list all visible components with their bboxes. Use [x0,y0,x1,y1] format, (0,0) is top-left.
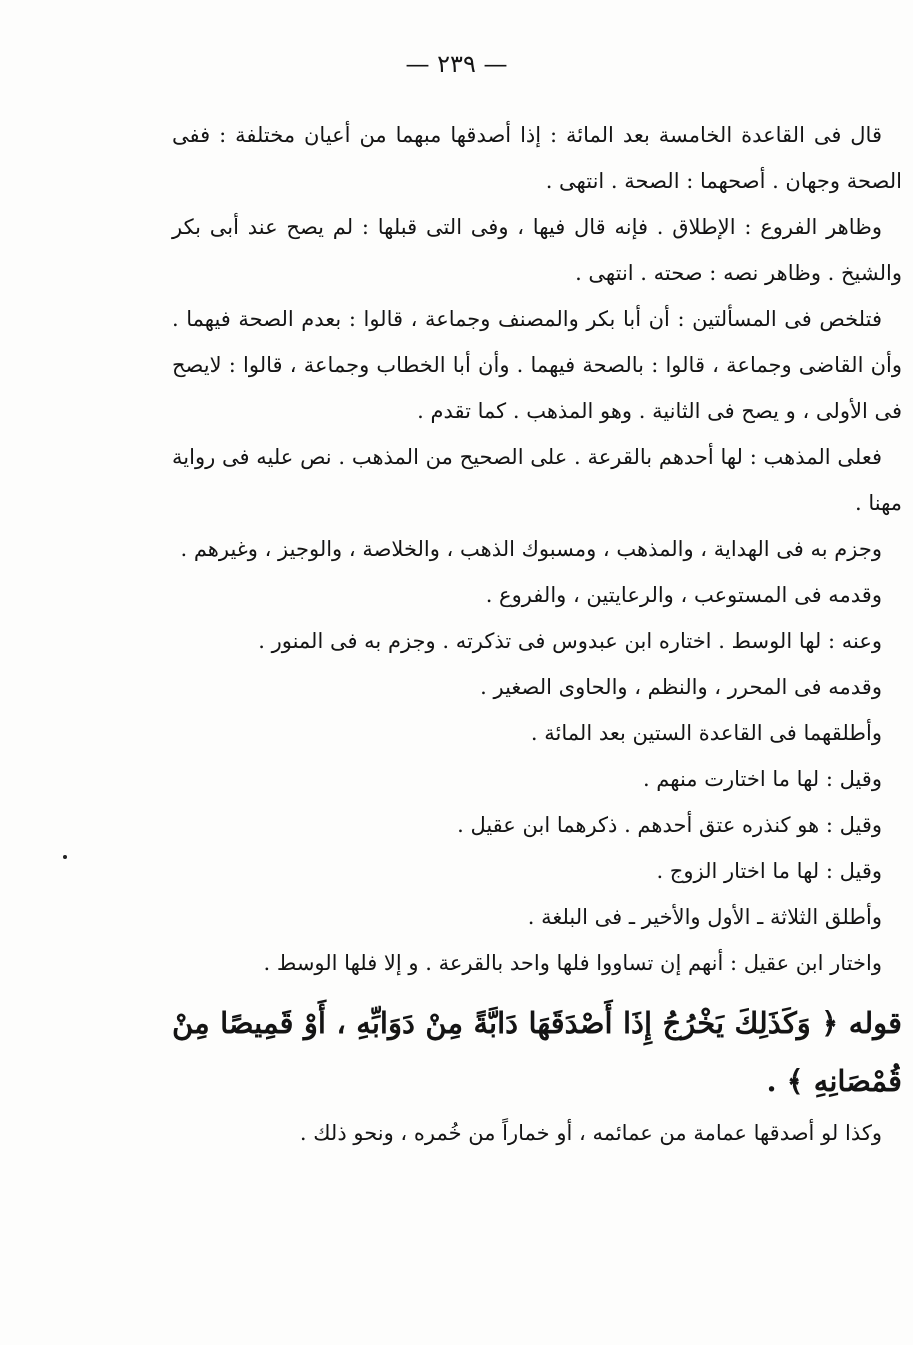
paragraph: واختار ابن عقيل : أنهم إن تساووا فلها واحد بالقرعة . و إلا فلها الوسط . [263,951,882,975]
margin-dot [63,855,67,859]
paragraph: وقيل : هو كنذره عتق أحدهم . ذكرهما ابن عقيل . [457,813,882,837]
paragraph: فتلخص فى المسألتين : أن أبا بكر والمصنف وجماعة ، قالوا : بعدم الصحة فيهما . وأن القاضى وجماعة ، قالوا : بالصحة فيهما . وأن أبا الخطاب وجماعة ، قالوا : لايصح فى الأولى ، و يصح فى الثانية . وهو المذهب . كما تقدم . [172,307,902,423]
paragraph: وظاهر الفروع : الإطلاق . فإنه قال فيها ، وفى التى قبلها : لم يصح عند أبى بكر والشيخ . وظاهر نصه : صحته . انتهى . [172,215,902,285]
paragraph: وقيل : لها ما اختار الزوج . [656,859,882,883]
quote-text: ﴿ وَكَذَلِكَ يَخْرُجُ إِذَا أَصْدَقَهَا دَابَّةً مِنْ دَوَابِّهِ ، أَوْ قَمِيصًا مِنْ قُمْصَانِهِ ﴾ . [172,1006,902,1098]
paragraph: وجزم به فى الهداية ، والمذهب ، ومسبوك الذهب ، والخلاصة ، والوجيز ، وغيرهم . [180,537,882,561]
body-text [172,112,902,1156]
page-number: — ٢٣٩ — [405,50,508,78]
paragraph: وقيل : لها ما اختارت منهم . [642,767,882,791]
paragraph: قال فى القاعدة الخامسة بعد المائة : إذا أصدقها مبهما من أعيان مختلفة : ففى الصحة وجهان . أصحهما : الصحة . انتهى . [172,123,902,193]
paragraph: وأطلقهما فى القاعدة الستين بعد المائة . [530,721,882,745]
paragraph: وقدمه فى المستوعب ، والرعايتين ، والفروع . [485,583,882,607]
quoted-text-line [172,994,902,1110]
closing-paragraph: وكذا لو أصدقها عمامة من عمائمه ، أو خماراً من خُمره ، ونحو ذلك . [299,1121,882,1145]
paragraph: وقدمه فى المحرر ، والنظم ، والحاوى الصغير . [480,675,882,699]
paragraph: فعلى المذهب : لها أحدهم بالقرعة . على الصحيح من المذهب . نص عليه فى رواية مهنا . [172,445,902,515]
paragraph: وأطلق الثلاثة ـ الأول والأخير ـ فى البلغة . [527,905,882,929]
paragraph: وعنه : لها الوسط . اختاره ابن عبدوس فى تذكرته . وجزم به فى المنور . [258,629,882,653]
quote-lead: قوله [848,1006,902,1040]
